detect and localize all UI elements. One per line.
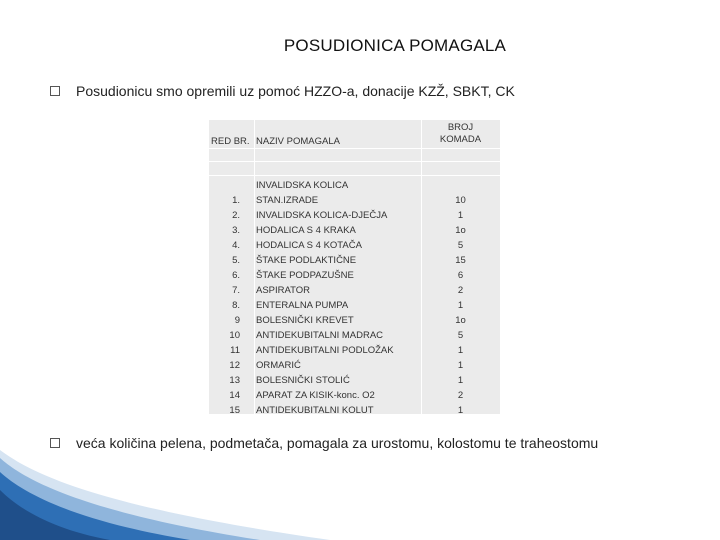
item-quantity: 1o — [455, 315, 466, 326]
row-number: 6. — [232, 270, 240, 281]
row-number: 13 — [229, 375, 240, 386]
header-broj-komada — [421, 122, 500, 146]
row-number: 11 — [230, 345, 240, 356]
column-separator — [254, 120, 255, 414]
header-komada: KOMADA — [439, 134, 482, 145]
item-name: INVALIDSKA KOLICA-DJEČJA — [256, 210, 388, 221]
item-quantity: 10 — [455, 195, 466, 206]
item-quantity: 1 — [457, 360, 464, 371]
item-quantity: 1o — [455, 225, 466, 236]
item-quantity: 15 — [455, 255, 466, 266]
item-name: ANTIDEKUBITALNI KOLUT — [256, 405, 374, 416]
header-red-br: RED BR. — [211, 136, 250, 147]
row-number: 3. — [232, 225, 240, 236]
item-name: ENTERALNA PUMPA — [256, 300, 349, 311]
header-divider — [209, 148, 500, 149]
equipment-table — [209, 120, 500, 414]
item-quantity: 5 — [457, 330, 464, 341]
row-number: 1. — [232, 195, 240, 206]
bullet-text: Posudionicu smo opremili uz pomoć HZZO-a, donacije KZŽ, SBKT, CK — [76, 83, 515, 99]
header-broj: BROJ — [447, 122, 474, 133]
square-bullet-icon — [50, 438, 60, 448]
item-quantity: 6 — [457, 270, 464, 281]
item-quantity: 1 — [457, 300, 464, 311]
row-number: 9 — [234, 315, 240, 326]
item-name: BOLESNIČKI STOLIĆ — [256, 375, 350, 386]
item-quantity: 1 — [457, 405, 464, 416]
bullet-item-supplies — [50, 435, 598, 451]
item-name: ŠTAKE PODLAKTIČNE — [256, 255, 357, 266]
row-number: 12 — [229, 360, 240, 371]
row-number: 15 — [229, 405, 240, 416]
header-divider — [209, 161, 500, 162]
header-divider — [209, 175, 500, 176]
item-name: HODALICA S 4 KOTAČA — [256, 240, 362, 251]
row-number: 2. — [232, 210, 240, 221]
item-name: APARAT ZA KISIK-konc. O2 — [256, 390, 375, 401]
item-quantity: 5 — [457, 240, 464, 251]
row-number: 10 — [229, 330, 240, 341]
decorative-wave — [0, 450, 330, 540]
item-quantity: 1 — [457, 375, 464, 386]
item-name: ORMARIĆ — [256, 360, 301, 371]
item-name-line1: INVALIDSKA KOLICA — [256, 180, 349, 191]
row-number: 8. — [232, 300, 240, 311]
item-quantity: 1 — [457, 210, 464, 221]
bullet-text: veća količina pelena, podmetača, pomagala za urostomu, kolostomu te traheostomu — [76, 435, 599, 451]
page-title: POSUDIONICA POMAGALA — [283, 36, 507, 55]
item-name: ANTIDEKUBITALNI PODLOŽAK — [256, 345, 394, 356]
item-name: BOLESNIČKI KREVET — [256, 315, 354, 326]
square-bullet-icon — [50, 86, 60, 96]
item-name: ANTIDEKUBITALNI MADRAC — [256, 330, 384, 341]
row-number: 14 — [229, 390, 240, 401]
row-number: 5. — [232, 255, 240, 266]
item-quantity: 1 — [457, 345, 464, 356]
item-quantity: 2 — [457, 285, 464, 296]
item-name: ASPIRATOR — [256, 285, 311, 296]
item-quantity: 2 — [457, 390, 464, 401]
item-name: STAN.IZRADE — [256, 195, 319, 206]
bullet-item-equipment-source — [50, 83, 515, 99]
row-number: 7. — [232, 285, 240, 296]
item-name: HODALICA S 4 KRAKA — [256, 225, 356, 236]
row-number: 4. — [232, 240, 240, 251]
header-naziv: NAZIV POMAGALA — [256, 136, 340, 147]
item-name: ŠTAKE PODPAZUŠNE — [256, 270, 354, 281]
